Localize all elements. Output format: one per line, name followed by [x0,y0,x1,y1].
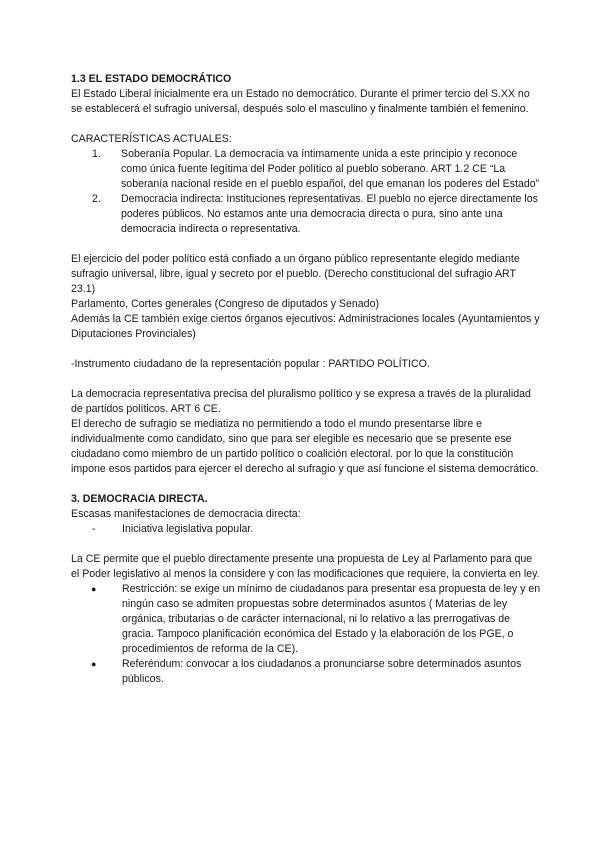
dash-marker: - [92,523,96,535]
list-item-number: 1. [92,148,101,160]
document-page [71,72,541,687]
list-item [92,192,541,237]
section-3-intro: Escasas manifestaciones de democracia directa: [71,508,301,520]
characteristics-heading: CARACTERÍSTICAS ACTUALES: [71,133,232,145]
list-item-text: Referéndum: convocar a los ciudadanos a pronunciarse sobre determinados asuntos públicos. [122,658,522,685]
spacer [71,537,541,552]
bullet-icon: ● [91,659,97,669]
bullet-icon: ● [91,584,97,594]
paragraph-legislative-initiative: La CE permite que el pueblo directamente presente una propuesta de Ley al Parlamento para que el Poder legislativo al menos la considere y con las modificaciones que requiere, la convierta en ley. [71,553,540,580]
characteristics-list [71,147,541,237]
spacer [71,372,541,387]
instrument-line: -Instrumento ciudadano de la representación popular : PARTIDO POLÍTICO. [71,358,430,370]
list-item-number: 2. [92,193,101,205]
paragraph-suffrage: El derecho de sufragio se mediatiza no permitiendo a todo el mundo presentarse libre e individualmente como candidato, sino que para ser elegible es necesario que se presente ese ciudadano como miembro de un partido político o coalición electoral. por lo que la constitución impone esos partidos para ejercer el derecho al sufragio y que así funcione el sistema democrático. [71,418,539,475]
spacer [71,342,541,357]
spacer [71,477,541,492]
bullet-list [71,582,541,687]
list-item [91,657,541,687]
paragraph-executive-organs: Además la CE también exige ciertos órganos ejecutivos: Administraciones locales (Ayuntamientos y Diputaciones Provinciales) [71,313,540,340]
section-1-intro: El Estado Liberal inicialmente era un Estado no democrático. Durante el primer tercio del S.XX no se establecerá el sufragio universal, después solo el masculino y finalmente también el femenino. [71,88,530,115]
spacer [71,237,541,252]
paragraph-parliament: Parlamento, Cortes generales (Congreso de diputados y Senado) [71,298,379,310]
paragraph-pluralism: La democracia representativa precisa del pluralismo político y se expresa a través de la pluralidad de partidos políticos. ART 6 CE. [71,388,531,415]
section-1-heading: 1.3 EL ESTADO DEMOCRÁTICO [71,73,232,85]
list-item [92,522,541,537]
section-3-heading: 3. DEMOCRACIA DIRECTA. [71,493,208,505]
paragraph-political-power: El ejercicio del poder político está confiado a un órgano público representante elegido mediante sufragio universal, libre, igual y secreto por el pueblo. (Derecho constitucional del sufragio ART 23.1) [71,253,520,295]
list-item [92,147,541,192]
direct-democracy-list [71,522,541,537]
list-item-text: Restricción: se exige un mínimo de ciudadanos para presentar esa propuesta de ley y en ningún caso se admiten propuestas sobre determinados asuntos ( Materias de ley orgánica, tributarias o de carácter internacional, ni lo relativo a las prerrogativas de gracia. Tampoco planificación económica del Estado y la elaboración de los PGE, o procedimientos de reforma de la CE). [122,583,541,655]
list-item-text: Democracia indirecta: Instituciones representativas. El pueblo no ejerce directamente los poderes públicos. No estamos ante una democracia directa o pura, sino ante una democracia indirecta o representativa. [121,193,538,235]
list-item [91,582,541,657]
list-item-text: Soberanía Popular. La democracia va íntimamente unida a este principio y reconoce como única fuente legítima del Poder político al pueblo soberano. ART 1.2 CE “La soberanía nacional reside en el pueblo español, del que emanan los poderes del Estado” [121,148,540,190]
list-item-text: Iniciativa legislativa popular. [122,523,254,535]
spacer [71,117,541,132]
